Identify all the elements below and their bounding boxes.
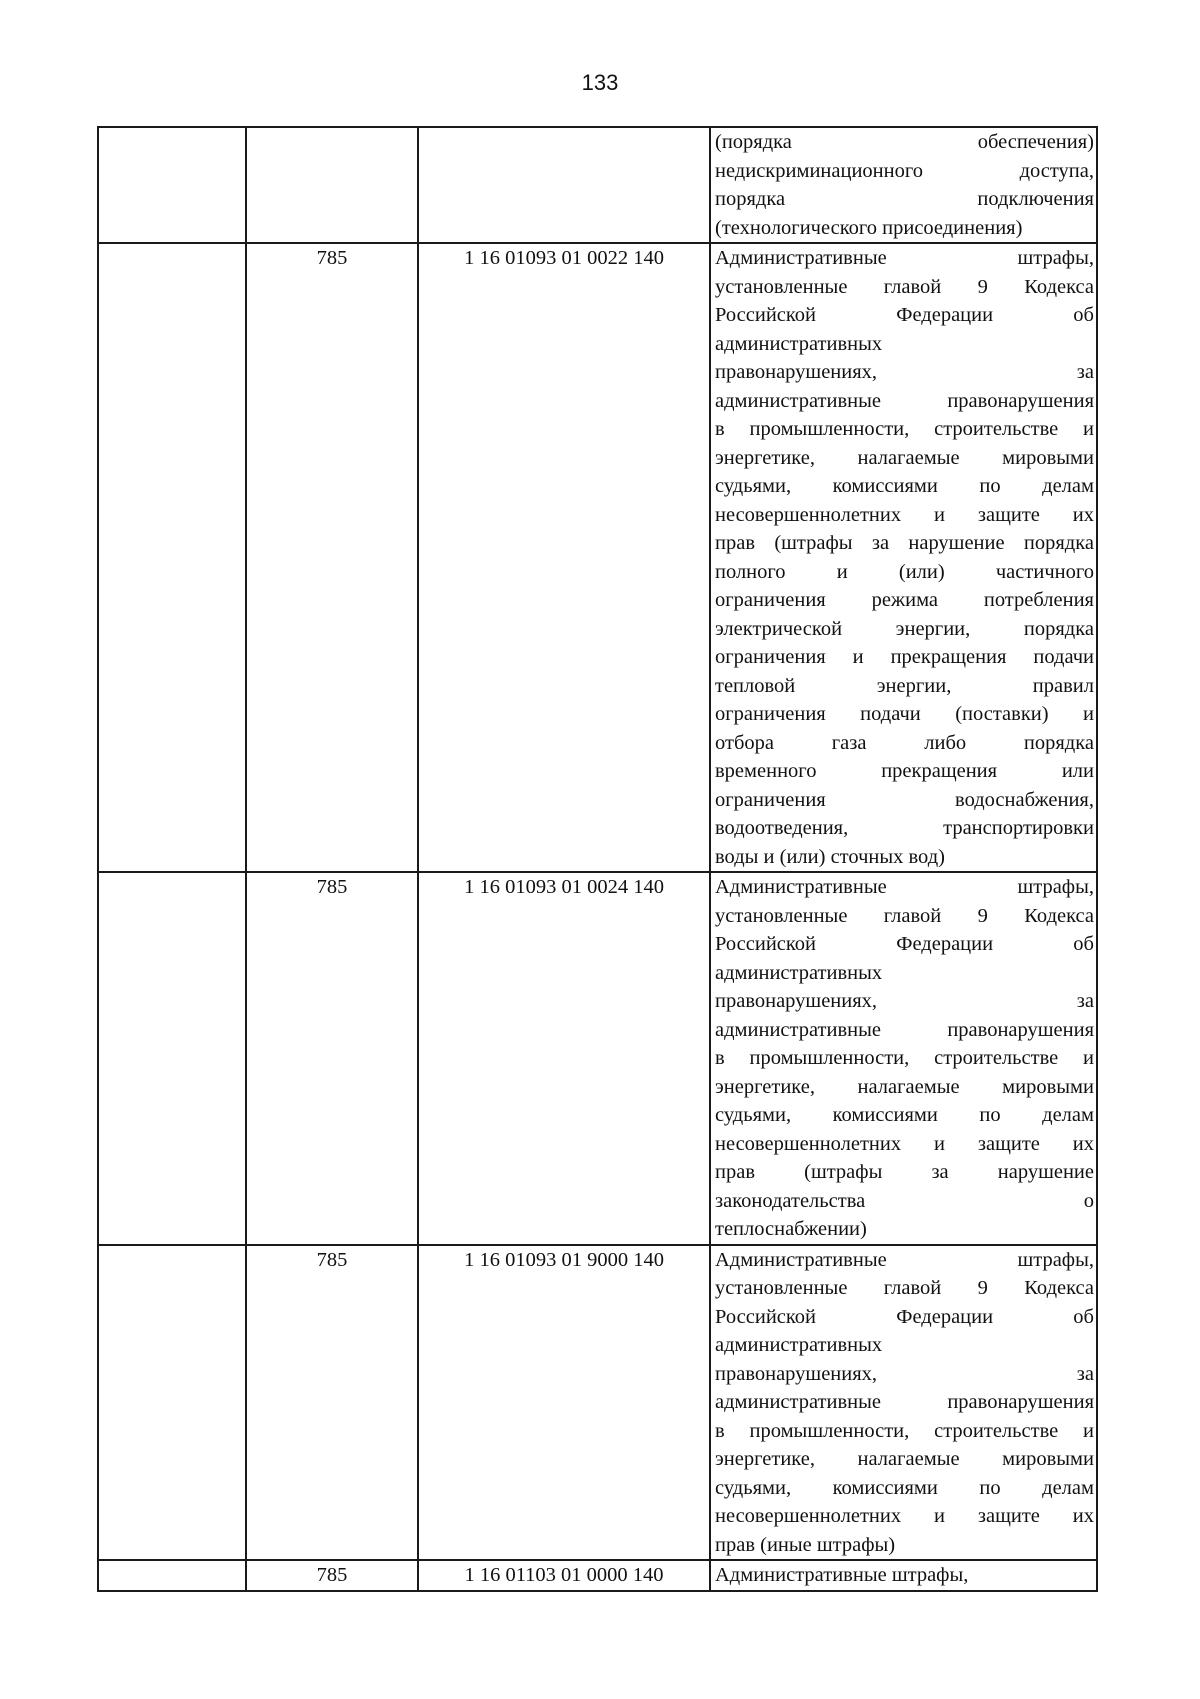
description-line: судьями, комиссиями по делам [715, 1104, 1094, 1126]
kbk-code-cell [418, 127, 710, 243]
description-line: административные правонарушения [715, 389, 1094, 412]
description-cell [710, 872, 1097, 1245]
description-cell [710, 1245, 1097, 1561]
description-line: Российской Федерации об [715, 304, 1094, 326]
admin-code-cell [246, 1560, 418, 1591]
admin-code: 785 [316, 876, 348, 898]
description-text [711, 873, 1096, 1244]
table-row [98, 243, 1097, 872]
description-line: ограничения подачи (поставки) и [715, 703, 1094, 725]
description-text [711, 1246, 1096, 1560]
description-line: электрической энергии, порядка [715, 617, 1094, 640]
empty-cell [98, 1245, 246, 1561]
description-line: энергетике, налагаемые мировыми [715, 446, 1094, 469]
admin-code: 785 [316, 247, 348, 269]
kbk-code-cell [418, 1245, 710, 1561]
kbk-code: 1 16 01093 01 0024 140 [464, 876, 664, 898]
description-line: Российской Федерации об [715, 933, 1094, 955]
description-line: временного прекращения или [715, 760, 1094, 782]
description-line: прав (иные штрафы) [715, 1533, 896, 1556]
kbk-code: 1 16 01093 01 9000 140 [464, 1248, 664, 1271]
description-line: теплоснабжении) [715, 1218, 867, 1240]
description-line: несовершеннолетних и защите их [715, 1132, 1094, 1155]
description-line: административных [715, 961, 883, 984]
description-line: Административные штрафы, [715, 247, 1094, 269]
description-line: водоотведения, транспортировки [715, 817, 1094, 839]
description-line: законодательства о [715, 1189, 1094, 1212]
description-line: полного и (или) частичного [715, 560, 1094, 583]
table-body [98, 127, 1097, 1591]
description-line: правонарушениях, за [715, 1362, 1094, 1385]
kbk-code-cell [418, 243, 710, 872]
description-line: Административные штрафы, [715, 1564, 969, 1586]
admin-code-cell [246, 243, 418, 872]
description-line: энергетике, налагаемые мировыми [715, 1448, 1094, 1470]
kbk-code-cell [418, 1560, 710, 1591]
description-line: воды и (или) сточных вод) [715, 845, 945, 868]
description-line: правонарушениях, за [715, 361, 1094, 383]
kbk-code: 1 16 01093 01 0022 140 [464, 247, 664, 269]
description-line: административных [715, 1334, 883, 1356]
admin-code-cell [246, 127, 418, 243]
description-line: установленные главой 9 Кодекса [715, 1277, 1094, 1299]
description-text [711, 1561, 1096, 1590]
kbk-code-cell [418, 872, 710, 1245]
admin-code: 785 [316, 1564, 348, 1586]
description-line: прав (штрафы за нарушение порядка [715, 532, 1094, 554]
table-row [98, 127, 1097, 243]
description-text [711, 128, 1096, 242]
description-line: отбора газа либо порядка [715, 731, 1094, 754]
description-line: энергетике, налагаемые мировыми [715, 1075, 1094, 1098]
description-cell [710, 243, 1097, 872]
table-row [98, 1560, 1097, 1591]
description-line: прав (штрафы за нарушение [715, 1161, 1094, 1183]
description-line: установленные главой 9 Кодекса [715, 904, 1094, 927]
description-line: в промышленности, строительстве и [715, 418, 1094, 440]
description-cell [710, 127, 1097, 243]
description-line: судьями, комиссиями по делам [715, 1476, 1094, 1499]
admin-code: 785 [316, 1248, 348, 1271]
description-line: несовершеннолетних и защите их [715, 503, 1094, 526]
page-number: 133 [581, 70, 619, 95]
description-line: административные правонарушения [715, 1018, 1094, 1041]
empty-cell [98, 127, 246, 243]
empty-cell [98, 872, 246, 1245]
description-cell [710, 1560, 1097, 1591]
admin-code-cell [246, 1245, 418, 1561]
description-line: тепловой энергии, правил [715, 674, 1094, 697]
kbk-code: 1 16 01103 01 0000 140 [464, 1564, 664, 1586]
table-row [98, 872, 1097, 1245]
description-line: ограничения режима потребления [715, 589, 1094, 611]
empty-cell [98, 1560, 246, 1591]
description-line: в промышленности, строительстве и [715, 1047, 1094, 1069]
empty-cell [98, 243, 246, 872]
description-line: административные правонарушения [715, 1391, 1094, 1413]
description-line: Российской Федерации об [715, 1305, 1094, 1328]
admin-code-cell [246, 872, 418, 1245]
description-line: (технологического присоединения) [715, 216, 1023, 239]
description-line: несовершеннолетних и защите их [715, 1505, 1094, 1527]
description-line: в промышленности, строительстве и [715, 1419, 1094, 1442]
description-line: недискриминационного доступа, [715, 159, 1094, 182]
description-line: правонарушениях, за [715, 990, 1094, 1012]
budget-codes-table [97, 126, 1098, 1592]
description-line: Административные штрафы, [715, 1248, 1094, 1271]
description-line: ограничения водоснабжения, [715, 788, 1094, 811]
description-line: судьями, комиссиями по делам [715, 475, 1094, 497]
table-row [98, 1245, 1097, 1561]
description-text [711, 244, 1096, 871]
description-line: (порядка обеспечения) [715, 131, 1094, 153]
description-line: административных [715, 332, 883, 355]
description-line: Административные штрафы, [715, 876, 1094, 898]
description-line: установленные главой 9 Кодекса [715, 275, 1094, 298]
description-line: порядка подключения [715, 188, 1094, 210]
description-line: ограничения и прекращения подачи [715, 646, 1094, 668]
